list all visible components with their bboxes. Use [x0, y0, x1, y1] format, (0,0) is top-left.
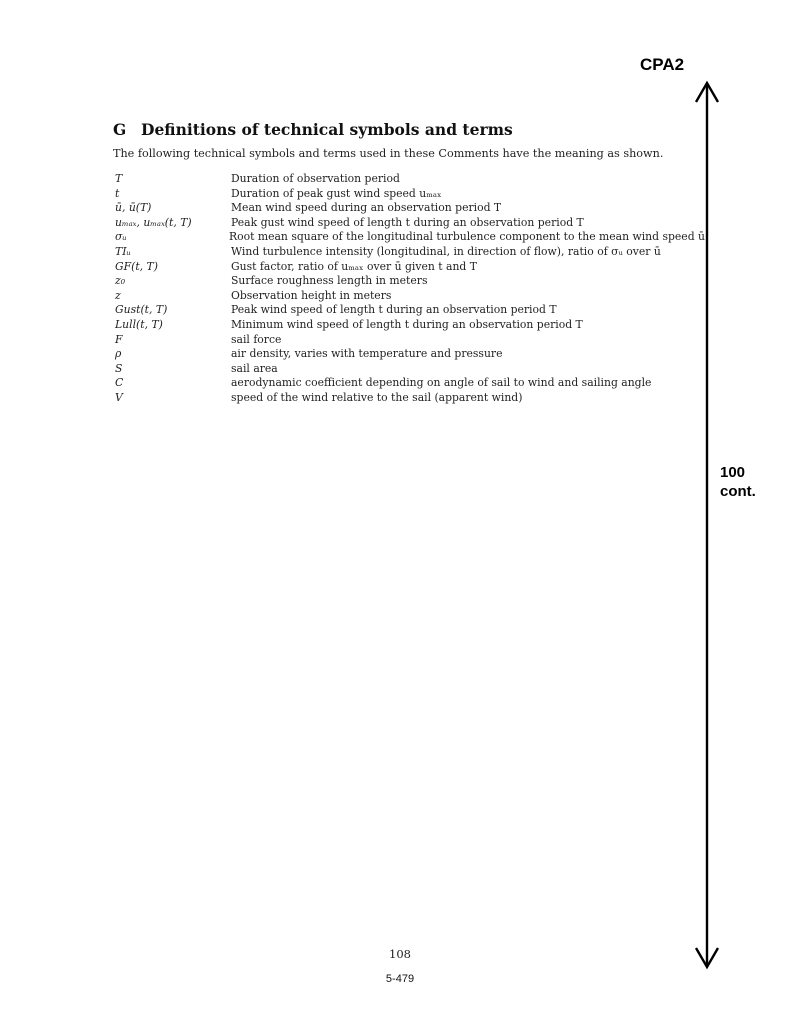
term-definition: air density, varies with temperature and pressure	[231, 347, 503, 361]
term-symbol: t	[115, 186, 120, 200]
term-symbol: V	[115, 390, 123, 404]
term-definition: Surface roughness length in meters	[231, 274, 428, 288]
term-row	[115, 391, 705, 406]
term-definition: Mean wind speed during an observation period T	[231, 201, 502, 215]
page-number: 108	[389, 947, 411, 961]
term-symbol: Gust(t, T)	[115, 303, 168, 317]
side-note-line2: cont.	[720, 483, 756, 500]
term-row	[115, 347, 705, 362]
term-row	[115, 245, 705, 260]
term-definition: Observation height in meters	[231, 288, 392, 302]
corner-tag: CPA2	[640, 55, 685, 74]
term-row	[115, 376, 705, 391]
term-symbol: ū, ū(T)	[115, 201, 152, 215]
term-row	[115, 260, 705, 275]
term-definition: Minimum wind speed of length t during an observation period T	[231, 317, 583, 331]
term-symbol: S	[115, 361, 123, 375]
terms-list	[115, 172, 705, 406]
side-note	[720, 463, 756, 501]
term-symbol: uₘₐₓ, uₘₐₓ(t, T)	[115, 215, 192, 229]
term-row	[115, 216, 705, 231]
term-symbol: GF(t, T)	[115, 259, 158, 273]
term-row	[115, 274, 705, 289]
term-row	[115, 201, 705, 216]
term-symbol: Lull(t, T)	[115, 317, 163, 331]
document-number: 5-479	[385, 973, 415, 985]
term-row	[115, 303, 705, 318]
section-heading	[113, 120, 513, 139]
term-definition: Duration of peak gust wind speed uₘₐₓ	[231, 186, 442, 200]
term-row	[115, 172, 705, 187]
term-row	[115, 289, 705, 304]
term-definition: Duration of observation period	[231, 172, 400, 185]
term-symbol: T	[115, 172, 123, 185]
section-title: Definitions of technical symbols and terms	[141, 120, 513, 139]
term-symbol: z	[115, 288, 121, 302]
term-symbol: ρ	[115, 347, 122, 361]
term-symbol: F	[115, 332, 123, 346]
section-number: G	[113, 120, 127, 139]
side-note-line1: 100	[720, 464, 746, 481]
term-definition: Root mean square of the longitudinal turbulence component to the mean wind speed ū	[228, 230, 705, 244]
term-definition: speed of the wind relative to the sail (apparent wind)	[231, 390, 523, 404]
term-symbol: σᵤ	[115, 230, 127, 244]
term-symbol: C	[115, 376, 124, 390]
term-definition: Gust factor, ratio of uₘₐₓ over ū given t and T	[231, 259, 477, 273]
term-definition: sail area	[231, 361, 278, 375]
term-row	[115, 230, 705, 245]
term-row	[115, 333, 705, 348]
term-symbol: TIᵤ	[115, 244, 131, 258]
term-symbol: z₀	[115, 274, 126, 288]
term-row	[115, 187, 705, 202]
term-definition: Wind turbulence intensity (longitudinal, in direction of flow), ratio of σᵤ over ū	[231, 244, 661, 258]
term-row	[115, 318, 705, 333]
term-definition: aerodynamic coefficient depending on angle of sail to wind and sailing angle	[231, 376, 652, 390]
term-row	[115, 362, 705, 377]
term-definition: Peak gust wind speed of length t during an observation period T	[231, 215, 584, 229]
section-intro: The following technical symbols and terms used in these Comments have the meaning as shown.	[113, 147, 664, 160]
term-definition: sail force	[231, 332, 282, 346]
term-definition: Peak wind speed of length t during an observation period T	[231, 303, 557, 317]
